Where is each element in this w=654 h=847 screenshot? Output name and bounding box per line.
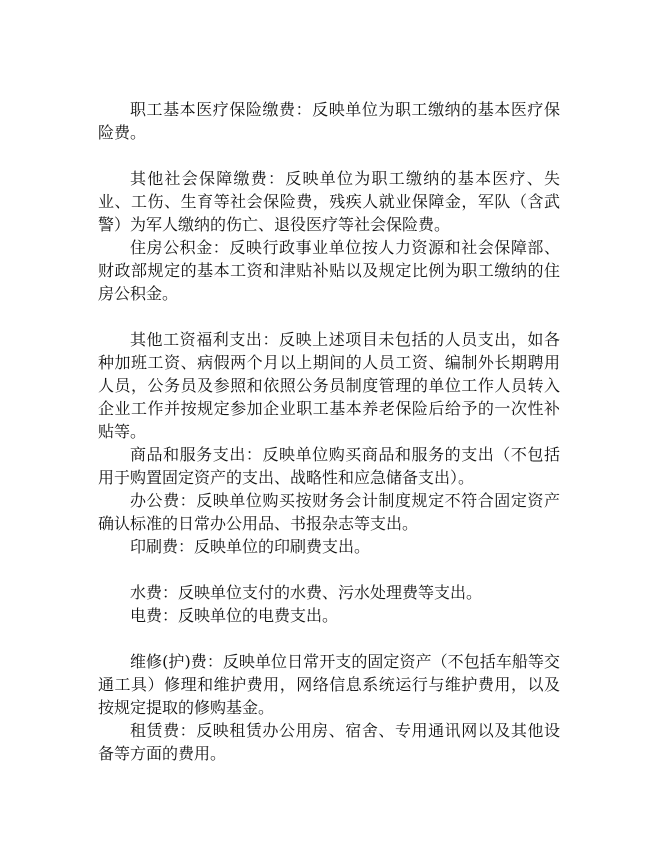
paragraph-other-social-security: 其他社会保障缴费：反映单位为职工缴纳的基本医疗、失业、工伤、生育等社会保险费，残疾人就业保障金，军队（含武警）为军人缴纳的伤亡、退役医疗等社会保险费。: [98, 169, 560, 234]
paragraph-medical-insurance: 职工基本医疗保险缴费：反映单位为职工缴纳的基本医疗保险费。: [98, 100, 560, 142]
paragraph-rental-expense: 租赁费：反映租赁办公用房、宿舍、专用通讯网以及其他设备等方面的费用。: [98, 721, 560, 763]
paragraph-printing-expense: 印刷费：反映单位的印刷费支出。: [130, 537, 371, 556]
paragraph-housing-fund: 住房公积金：反映行政事业单位按人力资源和社会保障部、财政部规定的基本工资和津贴补贴以及规定比例为职工缴纳的住房公积金。: [98, 238, 560, 303]
paragraph-water-expense: 水费：反映单位支付的水费、污水处理费等支出。: [130, 583, 483, 602]
document-body: [98, 98, 560, 765]
paragraph-office-expense: 办公费：反映单位购买按财务会计制度规定不符合固定资产确认标准的日常办公用品、书报杂志等支出。: [98, 491, 560, 533]
paragraph-other-welfare: 其他工资福利支出：反映上述项目未包括的人员支出，如各种加班工资、病假两个月以上期间的人员工资、编制外长期聘用人员，公务员及参照和依照公务员制度管理的单位工作人员转入企业工作并按规定参加企业职工基本养老保险后给予的一次性补贴等。: [98, 330, 560, 441]
paragraph-goods-services: 商品和服务支出：反映单位购买商品和服务的支出（不包括用于购置固定资产的支出、战略性和应急储备支出）。: [98, 445, 560, 487]
paragraph-maintenance-expense: 维修(护)费：反映单位日常开支的固定资产（不包括车船等交通工具）修理和维护费用，网络信息系统运行与维护费用，以及按规定提取的修购基金。: [98, 652, 560, 717]
paragraph-electricity-expense: 电费：反映单位的电费支出。: [130, 606, 339, 625]
